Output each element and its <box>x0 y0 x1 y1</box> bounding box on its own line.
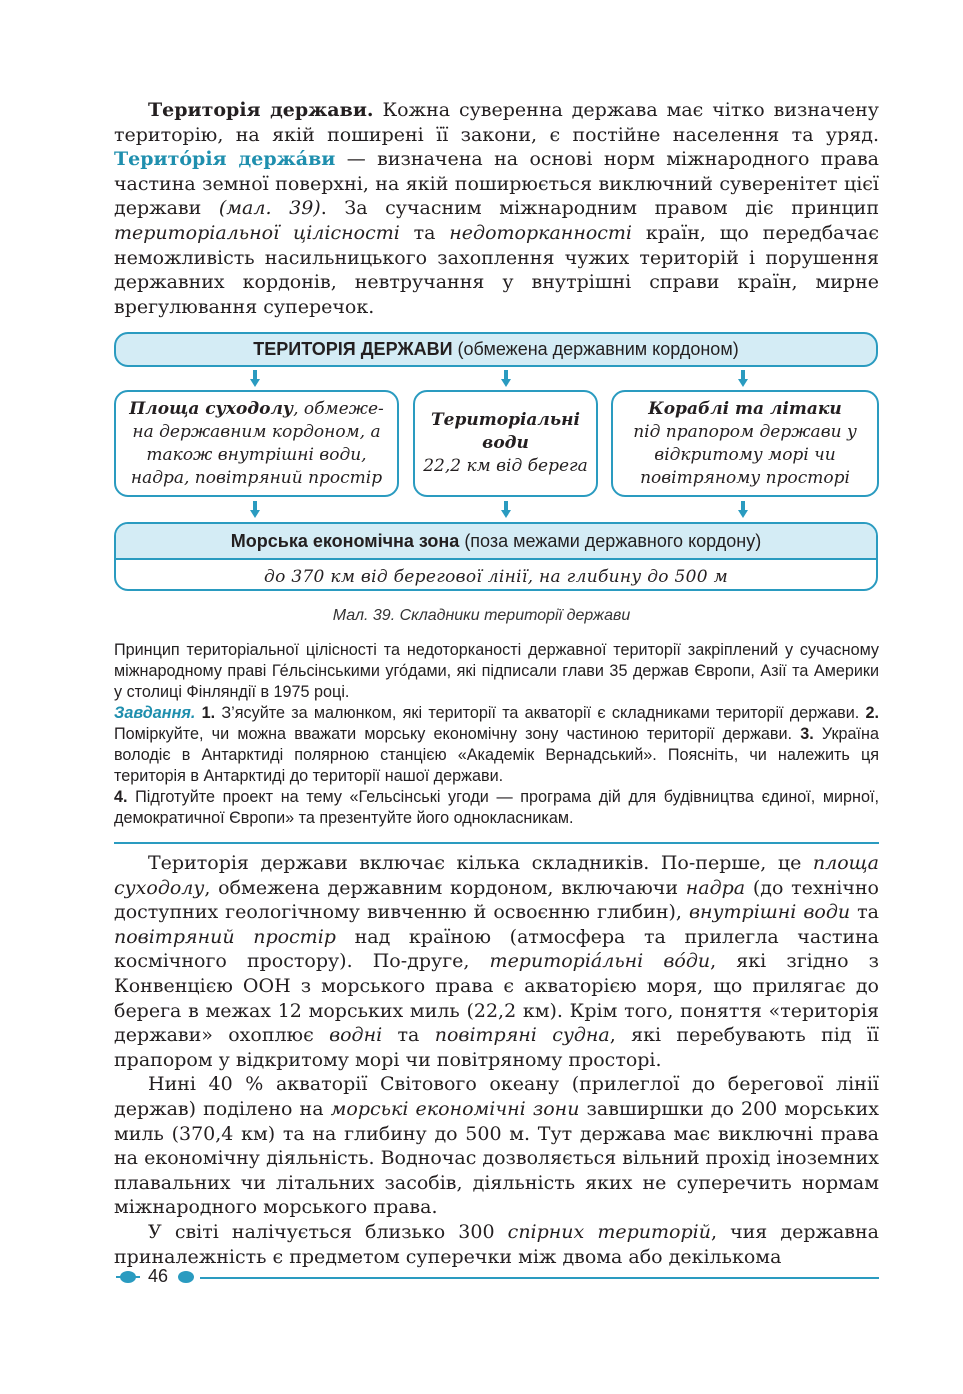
land-title: Площа суходолу <box>129 398 294 419</box>
arrow-down-icon <box>738 370 748 388</box>
task-num: 2. <box>859 704 880 722</box>
note-text: Принцип територіальної цілісності та недоторканості державної території закріплений у сучасному міжнародному праві Ге́льсінськими уго́дами, які підписали глави 35 держав Європи, Азії та Америки у столиці Фінляндії в 1975 році. <box>114 641 879 701</box>
emph-inviolability: недоторканності <box>449 221 633 244</box>
task-item: Україна володіє в Антарктиді полярною станцією «Академік Вернадський». Поясніть, чи належить ця територія в Антарктиді до території нашої держави. <box>114 725 879 785</box>
arrow-down-icon <box>250 370 260 388</box>
task-text <box>114 703 879 829</box>
economic-zone-title: Морська економічна зона <box>230 530 460 551</box>
economic-zone-detail: до 370 км від берегової лінії, на глибину до 500 м <box>264 566 728 587</box>
figure-ref: (мал. 39) <box>218 197 321 220</box>
note-box <box>114 640 879 829</box>
economic-zone-header <box>116 524 876 560</box>
def-b: . За сучасним міжнародним правом діє принцип <box>320 197 879 220</box>
diagram-top-title: ТЕРИТОРІЯ ДЕРЖАВИ <box>253 339 453 359</box>
diagram-land-box <box>114 390 399 497</box>
footer-line <box>200 1277 879 1279</box>
arrow-down-icon <box>738 501 748 519</box>
task-num: 1. <box>195 704 216 722</box>
task-num: 4. <box>114 788 128 806</box>
emph-integrity: територіальної цілісності <box>114 221 400 244</box>
def-c: країн, що передбачає неможливість насильницького захоплення чужих територій і порушення державних кордонів, невтручання у внутрішні справи країн, мирне врегулювання суперечок. <box>114 221 879 318</box>
term-definition: Терито́рія держа́ви <box>114 148 336 171</box>
ornament-icon <box>174 1270 198 1284</box>
task-num: 3. <box>792 725 814 743</box>
intro-lead-rest: Кожна суверенна держава має чітко визначену територію, на якій поширені її закони, є постійне населення та уряд. <box>114 99 879 146</box>
arrow-down-icon <box>250 501 260 519</box>
intro-text <box>114 98 879 319</box>
ships-text: під прапором держави у відкритому морі чи повітряному просторі <box>633 421 857 488</box>
body-paragraph: У світі налічується близько 300 спірних територій, чия державна приналежність є предметом суперечки між двома або декількома <box>114 1220 879 1268</box>
task-label: Завдання. <box>114 704 196 722</box>
page-footer <box>114 1268 879 1288</box>
waters-text: 22,2 км від берега <box>423 456 588 476</box>
body-paragraph: Територія держави включає кілька складників. По-перше, це площа суходолу, обмежена державним кордоном, включаючи надра (до технічно доступних геологічному вивченню й освоєнню глибин), внутрішні води та повітряний простір над країною (атмосфера та прилегла частина космічного простору). По-друге, територіа́льні во́ди, які згідно з Конвенцією ООН з морського права є акваторією моря, що прилягає до берега в межах 12 морських миль (22,2 км). Крім того, поняття «територія держави» охоплює водні та повітряні судна, які перебувають під її прапором у відкритому морі чи повітряному просторі. <box>114 852 880 1071</box>
diagram-economic-zone-box <box>114 522 878 591</box>
diagram-ships-box <box>611 390 879 497</box>
arrow-down-icon <box>501 501 511 519</box>
body-paragraph: Нині 40 % акваторії Світового океану (прилеглої до берегової лінії держав) поділено на морські економічні зони завширшки до 200 морських миль (370,4 км) та на глибину до 500 м. Тут держава має виключні права на економічну діяльність. Водночас дозволяється вільний прохід іноземних плавальних чи літальних засобів, діяльність яких не суперечить нормам міжнародного морського права. <box>114 1073 879 1219</box>
diagram-waters-box <box>413 390 598 497</box>
page-number: 46 <box>148 1266 169 1286</box>
diagram-top-sub: (обмежена державним кордоном) <box>452 339 739 359</box>
body-text <box>114 851 879 1269</box>
task-item: Поміркуйте, чи можна вважати морську економічну зону частиною території держави. <box>114 725 793 743</box>
def-a: — визначена на основі норм міжнародного права частина земної поверхні, на якій поширюється виключний суверенітет цієї держави <box>114 148 879 220</box>
intro-paragraph <box>114 98 879 319</box>
ships-title: Кораблі та літаки <box>648 398 842 419</box>
diagram-top-box <box>114 332 878 367</box>
task-item: З’ясуйте за малюнком, які території та акваторії є складниками території держави. <box>215 704 860 722</box>
arrow-down-icon <box>501 370 511 388</box>
and-text: та <box>399 221 450 244</box>
waters-title: Територіальні води <box>431 410 580 453</box>
divider <box>114 842 879 844</box>
economic-zone-sub: (поза межами державного кордону) <box>459 530 762 551</box>
task-item: Підготуйте проект на тему «Гельсінські угоди — програма дій для будівництва єдиної, мирної, демократичної Європи» та презентуйте його однокласникам. <box>114 788 879 827</box>
intro-lead: Територія держави. <box>148 99 374 121</box>
land-text: , обмеже-на державним кордоном, а також внутрішні води, надра, повітряний простір <box>130 398 384 488</box>
ornament-icon <box>116 1270 140 1284</box>
figure-caption: Мал. 39. Складники території держави <box>332 607 631 624</box>
